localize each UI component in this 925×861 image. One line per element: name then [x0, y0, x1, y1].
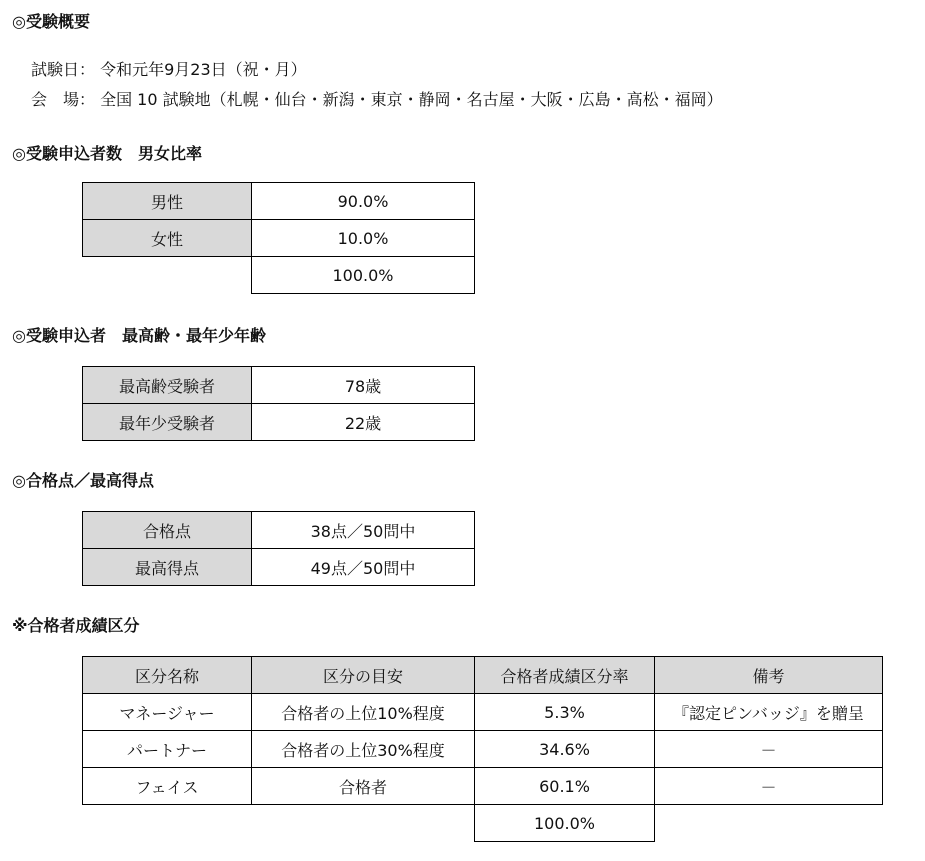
- gender-label-male: 男性: [83, 183, 252, 220]
- ages-table: [82, 366, 475, 441]
- exam-date: 試験日： 令和元年9月23日（祝・月）: [31, 60, 307, 79]
- gender-label-female: 女性: [83, 220, 252, 257]
- table-row: [83, 731, 883, 768]
- table-header-row: [83, 657, 883, 694]
- grades-header-notes: 備考: [655, 657, 883, 694]
- pass-score-label: 合格点: [83, 512, 252, 549]
- grades-heading: ※合格者成績区分: [12, 616, 140, 635]
- grades-header-rate: 合格者成績区分率: [475, 657, 655, 694]
- grades-header-guide: 区分の目安: [252, 657, 475, 694]
- gender-value-male: 90.0%: [252, 183, 475, 220]
- youngest-label: 最年少受験者: [83, 404, 252, 441]
- table-row: [83, 220, 475, 257]
- table-row: [83, 183, 475, 220]
- grade-guide: 合格者の上位10%程度: [252, 694, 475, 731]
- scores-table: [82, 511, 475, 586]
- top-score-value: 49点／50問中: [252, 549, 475, 586]
- pass-score-value: 38点／50問中: [252, 512, 475, 549]
- table-row: [83, 694, 883, 731]
- table-row: [83, 512, 475, 549]
- grade-notes: －: [655, 768, 883, 805]
- empty-cell: [83, 257, 252, 294]
- grades-total: 100.0%: [475, 805, 655, 842]
- grades-header-name: 区分名称: [83, 657, 252, 694]
- oldest-label: 最高齢受験者: [83, 367, 252, 404]
- exam-overview-heading: ◎受験概要: [12, 12, 90, 31]
- table-row: [83, 367, 475, 404]
- table-row: [83, 805, 883, 842]
- gender-ratio-heading: ◎受験申込者数 男女比率: [12, 144, 202, 163]
- table-row: [83, 549, 475, 586]
- empty-cell: [655, 805, 883, 842]
- gender-ratio-table: [82, 182, 475, 294]
- grade-name: フェイス: [83, 768, 252, 805]
- exam-venue: 会 場： 全国 10 試験地（札幌・仙台・新潟・東京・静岡・名古屋・大阪・広島・高松・福岡）: [31, 90, 723, 109]
- grade-rate: 34.6%: [475, 731, 655, 768]
- table-row: [83, 257, 475, 294]
- table-row: [83, 404, 475, 441]
- empty-cell: [252, 805, 475, 842]
- grade-rate: 5.3%: [475, 694, 655, 731]
- ages-heading: ◎受験申込者 最高齢・最年少年齢: [12, 326, 266, 345]
- scores-heading: ◎合格点／最高得点: [12, 471, 154, 490]
- grade-notes: 『認定ピンバッジ』を贈呈: [655, 694, 883, 731]
- oldest-value: 78歳: [252, 367, 475, 404]
- empty-cell: [83, 805, 252, 842]
- grade-rate: 60.1%: [475, 768, 655, 805]
- grades-table: [82, 656, 883, 842]
- top-score-label: 最高得点: [83, 549, 252, 586]
- gender-value-female: 10.0%: [252, 220, 475, 257]
- grade-guide: 合格者: [252, 768, 475, 805]
- table-row: [83, 768, 883, 805]
- youngest-value: 22歳: [252, 404, 475, 441]
- grade-name: マネージャー: [83, 694, 252, 731]
- gender-total: 100.0%: [252, 257, 475, 294]
- grade-guide: 合格者の上位30%程度: [252, 731, 475, 768]
- grade-notes: －: [655, 731, 883, 768]
- grade-name: パートナー: [83, 731, 252, 768]
